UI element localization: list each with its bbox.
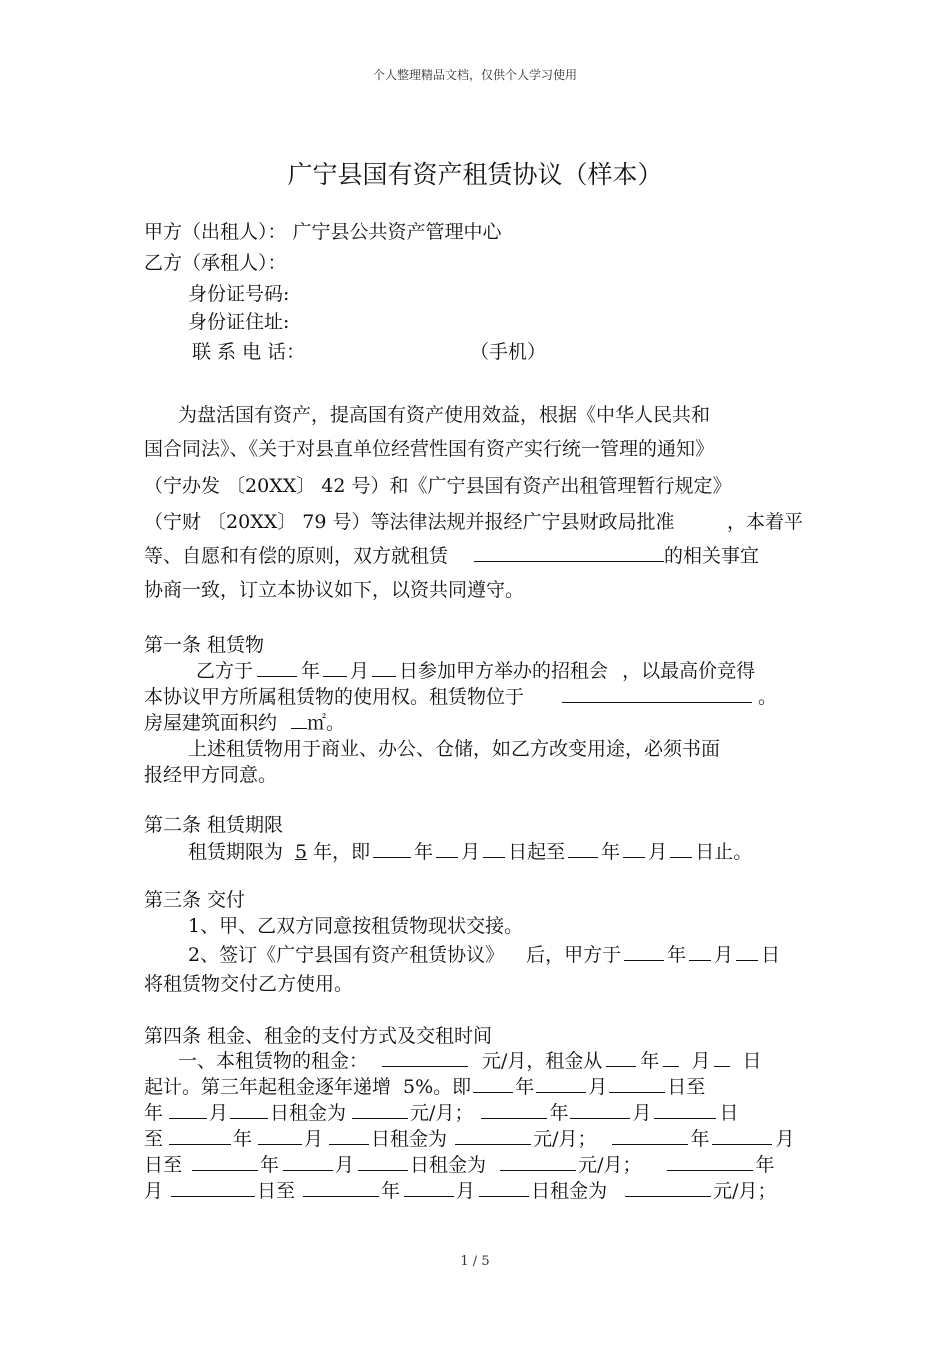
- art4-l4-unit: 元/月: [533, 1128, 578, 1150]
- preamble-line-1: 为盘活国有资产，提高国有资产使用效益，根据《中华人民共和: [178, 404, 711, 426]
- p3-rent-blank[interactable]: [500, 1153, 576, 1171]
- art4-l3-unit: 元/月: [410, 1102, 455, 1124]
- p4-month-blank[interactable]: [171, 1179, 255, 1197]
- art4-line-3: [144, 1101, 739, 1125]
- art2-text-a: 租赁期限为: [188, 841, 284, 863]
- p4-end-year-blank[interactable]: [404, 1179, 454, 1197]
- lease-object-blank[interactable]: [474, 544, 664, 562]
- p4-rent-blank[interactable]: [625, 1179, 711, 1197]
- art4-l5-day-to: 日至: [144, 1154, 183, 1176]
- start-day-blank[interactable]: [483, 840, 505, 858]
- party-b-label: 乙方（承租人）：: [144, 252, 287, 274]
- p2-end-month-blank[interactable]: [258, 1127, 302, 1145]
- handover-year-blank[interactable]: [624, 943, 664, 961]
- art4-l6-rent-is: 日租金为: [531, 1180, 608, 1202]
- p2-day-blank[interactable]: [654, 1101, 716, 1119]
- art1-line-4: 上述租赁物用于商业、办公、仓储，如乙方改变用途，必须书面: [188, 738, 721, 760]
- art4-l5-unit: 元/月: [578, 1154, 623, 1176]
- auction-day-blank[interactable]: [372, 659, 396, 677]
- art1-text-d: 日参加甲方举办的招租会: [399, 660, 609, 682]
- art4-l3-month: 月: [209, 1102, 229, 1124]
- p1-day-blank[interactable]: [609, 1075, 665, 1093]
- art1-area-text: 房屋建筑面积约: [144, 712, 278, 734]
- art4-line-4: [144, 1127, 795, 1151]
- art4-l4-year-b: 年: [690, 1128, 710, 1150]
- art4-l3-year-b: 年: [549, 1102, 569, 1124]
- p4-year-blank[interactable]: [667, 1153, 753, 1171]
- art1-location-text: 本协议甲方所属租赁物的使用权。租赁物位于: [144, 686, 525, 708]
- art4-l4-rent-is: 日租金为: [371, 1128, 448, 1150]
- art1-text-a: 乙方于: [196, 660, 254, 682]
- rent-start-month-blank[interactable]: [663, 1049, 679, 1067]
- preamble-line-3: （宁办发 〔20XX〕 42 号）和《广宁县国有资产出租管理暂行规定》: [144, 475, 732, 497]
- id-address-label: 身份证住址:: [188, 311, 290, 333]
- art3-year: 年: [667, 944, 687, 966]
- article-2-heading: 第二条 租赁期限: [144, 814, 284, 836]
- party-a-row: [144, 220, 502, 244]
- art1-line-1: [196, 659, 755, 683]
- page-title: 广宁县国有资产租赁协议（样本）: [287, 160, 663, 189]
- art4-l2-to: 日至: [667, 1076, 706, 1098]
- art4-line-5: [144, 1153, 775, 1177]
- art4-l3-semi: ；: [454, 1102, 474, 1124]
- end-day-blank[interactable]: [670, 840, 692, 858]
- art3-item-2-text-b: 后，甲方于: [526, 944, 622, 966]
- art1-line-3: [144, 711, 345, 735]
- art4-l6-day-to: 日至: [257, 1180, 296, 1202]
- p4-day-blank[interactable]: [303, 1179, 379, 1197]
- art3-month: 月: [714, 944, 734, 966]
- handover-month-blank[interactable]: [689, 943, 711, 961]
- p1-end-day-blank[interactable]: [230, 1101, 268, 1119]
- art4-line-1: [178, 1049, 761, 1073]
- rent-start-year-blank[interactable]: [606, 1049, 636, 1067]
- art2-text-d: 月: [461, 841, 481, 863]
- art4-l6-semi: ；: [757, 1180, 777, 1202]
- preamble-line-5-end: 的相关事宜: [664, 545, 760, 567]
- art1-period: 。: [758, 686, 778, 708]
- art4-l5-semi: ；: [622, 1154, 642, 1176]
- art2-text-g: 月: [648, 841, 668, 863]
- art4-l5-rent-is: 日租金为: [410, 1154, 487, 1176]
- art4-day: 日: [742, 1050, 762, 1072]
- p2-rent-blank[interactable]: [455, 1127, 531, 1145]
- art4-l4-month: 月: [304, 1128, 324, 1150]
- art3-item-1: 1、甲、乙双方同意按租赁物现状交接。: [188, 915, 524, 937]
- p2-end-year-blank[interactable]: [169, 1127, 231, 1145]
- art2-text-c: 年: [414, 841, 434, 863]
- p1-end-month-blank[interactable]: [169, 1101, 207, 1119]
- article-3-heading: 第三条 交付: [144, 889, 246, 911]
- article-4-heading: 第四条 租金、租金的支付方式及交租时间: [144, 1025, 493, 1047]
- page-header: 个人整理精品文档，仅供个人学习使用: [372, 68, 577, 82]
- art4-l3-year: 年: [144, 1102, 164, 1124]
- start-month-blank[interactable]: [436, 840, 458, 858]
- art4-l3-day: 日: [719, 1102, 739, 1124]
- p3-day-blank[interactable]: [192, 1153, 258, 1171]
- end-year-blank[interactable]: [568, 840, 598, 858]
- art3-day: 日: [761, 944, 781, 966]
- p2-end-day-blank[interactable]: [329, 1127, 369, 1145]
- auction-month-blank[interactable]: [323, 659, 347, 677]
- art1-line-2: [144, 685, 777, 709]
- art4-l4-year: 年: [233, 1128, 253, 1150]
- art4-l2-month: 月: [588, 1076, 608, 1098]
- art4-l4-to: 至: [144, 1128, 164, 1150]
- p1-year-blank[interactable]: [473, 1075, 513, 1093]
- p2-month-blank[interactable]: [570, 1101, 630, 1119]
- p4-end-month-blank[interactable]: [479, 1179, 529, 1197]
- p3-month-blank[interactable]: [712, 1127, 772, 1145]
- art2-text-h: 日止。: [695, 841, 753, 863]
- art1-text-c: 月: [350, 660, 370, 682]
- art2-text-f: 年: [601, 841, 621, 863]
- preamble-line-5: [144, 544, 759, 568]
- art4-l6-month-b: 月: [456, 1180, 476, 1202]
- location-blank[interactable]: [562, 685, 752, 703]
- start-year-blank[interactable]: [373, 840, 411, 858]
- party-a-value: 广宁县公共资产管理中心: [292, 221, 502, 243]
- p1-month-blank[interactable]: [536, 1075, 586, 1093]
- art4-rent-text: 一、本租赁物的租金：: [178, 1050, 369, 1072]
- auction-year-blank[interactable]: [257, 659, 297, 677]
- art4-increase-text: 起计。第三年起租金逐年递增: [144, 1076, 392, 1098]
- page-number: 1 / 5: [460, 1254, 490, 1269]
- art2-text-b: 年，即: [313, 841, 371, 863]
- art4-l5-month: 月: [335, 1154, 355, 1176]
- art1-area-unit: ㎡。: [307, 712, 346, 734]
- preamble-line-5-text: 等、自愿和有偿的原则，双方就租赁: [144, 545, 449, 567]
- art3-item-2: [188, 943, 780, 967]
- art4-line-2: [144, 1075, 705, 1099]
- preamble-line-4: （宁财 〔20XX〕 79 号）等法律法规并报经广宁县财政局批准: [144, 511, 675, 533]
- rent-start-day-blank[interactable]: [714, 1049, 730, 1067]
- p1-rent-blank[interactable]: [352, 1101, 408, 1119]
- preamble-line-6: 协商一致，订立本协议如下，以资共同遵守。: [144, 579, 525, 601]
- p3-end-month-blank[interactable]: [358, 1153, 408, 1171]
- area-blank[interactable]: [291, 711, 307, 729]
- preamble-line-2: 国合同法》、《关于对县直单位经营性国有资产实行统一管理的通知》: [144, 438, 715, 460]
- art2-text-e: 日起至: [508, 841, 566, 863]
- art4-l6-month: 月: [144, 1180, 164, 1202]
- art4-l5-year-b: 年: [755, 1154, 775, 1176]
- art2-line: [188, 840, 752, 864]
- art4-year: 年: [640, 1050, 660, 1072]
- art4-l5-year: 年: [260, 1154, 280, 1176]
- preamble-line-4-end: ，本着平: [727, 511, 804, 533]
- art4-l6-year: 年: [381, 1180, 401, 1202]
- art1-text-e: ，以最高价竞得: [622, 660, 756, 682]
- increase-rate: 5%: [403, 1076, 434, 1098]
- art4-month: 月: [691, 1050, 711, 1072]
- art4-line-6: [144, 1179, 777, 1203]
- handover-day-blank[interactable]: [736, 943, 758, 961]
- phone-label: 联 系 电 话：: [192, 341, 306, 363]
- art3-item-2-cont: 将租赁物交付乙方使用。: [144, 973, 354, 995]
- phone-mobile: （手机）: [470, 341, 547, 363]
- art1-line-5: 报经甲方同意。: [144, 764, 278, 786]
- lease-years-value: 5: [295, 841, 308, 863]
- p2-year-blank[interactable]: [481, 1101, 547, 1119]
- art1-text-b: 年: [301, 660, 321, 682]
- art4-l4-month-b: 月: [775, 1128, 795, 1150]
- end-month-blank[interactable]: [623, 840, 645, 858]
- art4-l3-month-b: 月: [632, 1102, 652, 1124]
- art4-l3-rent-is: 日租金为: [270, 1102, 347, 1124]
- id-number-label: 身份证号码:: [188, 283, 290, 305]
- art4-l6-unit: 元/月: [713, 1180, 758, 1202]
- art4-ie: 。即: [433, 1076, 472, 1098]
- art4-rent-from: 元/月，租金从: [482, 1050, 603, 1072]
- art3-item-2-text: 2、签订《广宁县国有资产租赁协议》: [188, 944, 505, 966]
- art4-l2-year: 年: [515, 1076, 535, 1098]
- art4-l4-semi: ；: [577, 1128, 597, 1150]
- article-1-heading: 第一条 租赁物: [144, 634, 265, 656]
- rent-amount-blank[interactable]: [382, 1049, 468, 1067]
- p3-end-year-blank[interactable]: [283, 1153, 333, 1171]
- party-a-label: 甲方（出租人）：: [144, 221, 287, 243]
- p3-year-blank[interactable]: [612, 1127, 688, 1145]
